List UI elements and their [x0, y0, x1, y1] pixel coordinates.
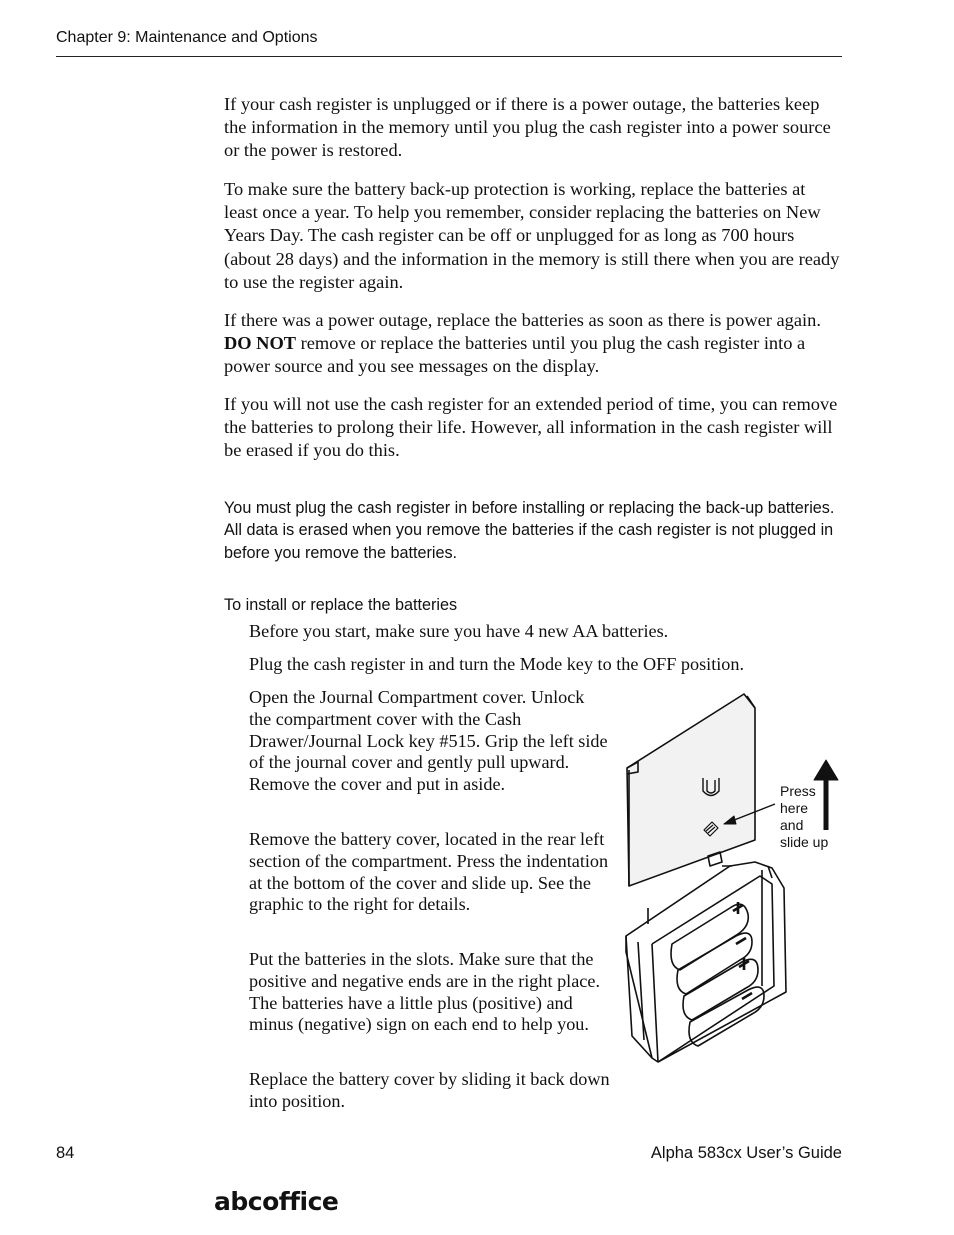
- step-2: Plug the cash register in and turn the Mode key to the OFF position.: [249, 654, 745, 674]
- paragraph-power-outage-memory: [224, 93, 840, 163]
- step-6: Replace the battery cover by sliding it back down into position.: [249, 1069, 610, 1111]
- running-header: Chapter 9: Maintenance and Options: [56, 29, 318, 46]
- step-4: Remove the battery cover, located in the rear left section of the compartment. Press the indentation at the bottom of the cover and slide up. See the graphic to the right for details.: [249, 829, 609, 915]
- paragraph-text: If your cash register is unplugged or if there is a power outage, the batteries keep the information in the memory until you plug the cash register into a power source or the power is restored.: [224, 94, 831, 161]
- step-5: Put the batteries in the slots. Make sure that the positive and negative ends are in the right place. The batteries have a little plus (positive) and minus (negative) sign on each end to help you.: [249, 949, 600, 1035]
- battery-cover: [627, 694, 755, 886]
- abcoffice-logo: abcoffice: [214, 1187, 339, 1216]
- do-not-emphasis: DO NOT: [224, 333, 297, 354]
- procedure-title: To install or replace the batteries: [224, 596, 458, 614]
- step-3: Open the Journal Compartment cover. Unlock the compartment cover with the Cash Drawer/Journal Lock key #515. Grip the left side of the journal cover and gently pull upward. Remove the cover and put in aside.: [249, 687, 608, 795]
- paragraph-rest: remove or replace the batteries until you plug the cash register into a power source and you see messages on the display.: [224, 333, 806, 377]
- paragraph-text: To make sure the battery back-up protection is working, replace the batteries at least once a year. To help you remember, consider replacing the batteries on New Years Day. The cash register can be off or unplugged for as long as 700 hours (about 28 days) and the information in the memory is still there when you are ready to use the register again.: [224, 179, 840, 292]
- header-rule: [56, 56, 842, 57]
- figure-callout-label: Press here and slide up: [780, 783, 829, 850]
- paragraph-replace-yearly: [224, 178, 840, 294]
- paragraph-lead: If there was a power outage, replace the batteries as soon as there is power again.: [224, 310, 821, 330]
- guide-title: Alpha 583cx User’s Guide: [650, 1144, 842, 1162]
- paragraph-after-outage: [224, 309, 840, 379]
- paragraph-extended-storage: [224, 393, 840, 463]
- warning-note: You must plug the cash register in before installing or replacing the back-up batteries. All data is erased when you remove the batteries if the cash register is not plugged in before you remove the batteries.: [224, 499, 835, 562]
- paragraph-text: If you will not use the cash register for an extended period of time, you can remove the batteries to prolong their life. However, all information in the cash register will be erased if you do this.: [224, 394, 838, 461]
- paragraph-text: [224, 309, 840, 379]
- battery-compartment-illustration: [612, 690, 844, 1070]
- step-1: Before you start, make sure you have 4 new AA batteries.: [249, 621, 669, 641]
- page-number: 84: [56, 1144, 75, 1162]
